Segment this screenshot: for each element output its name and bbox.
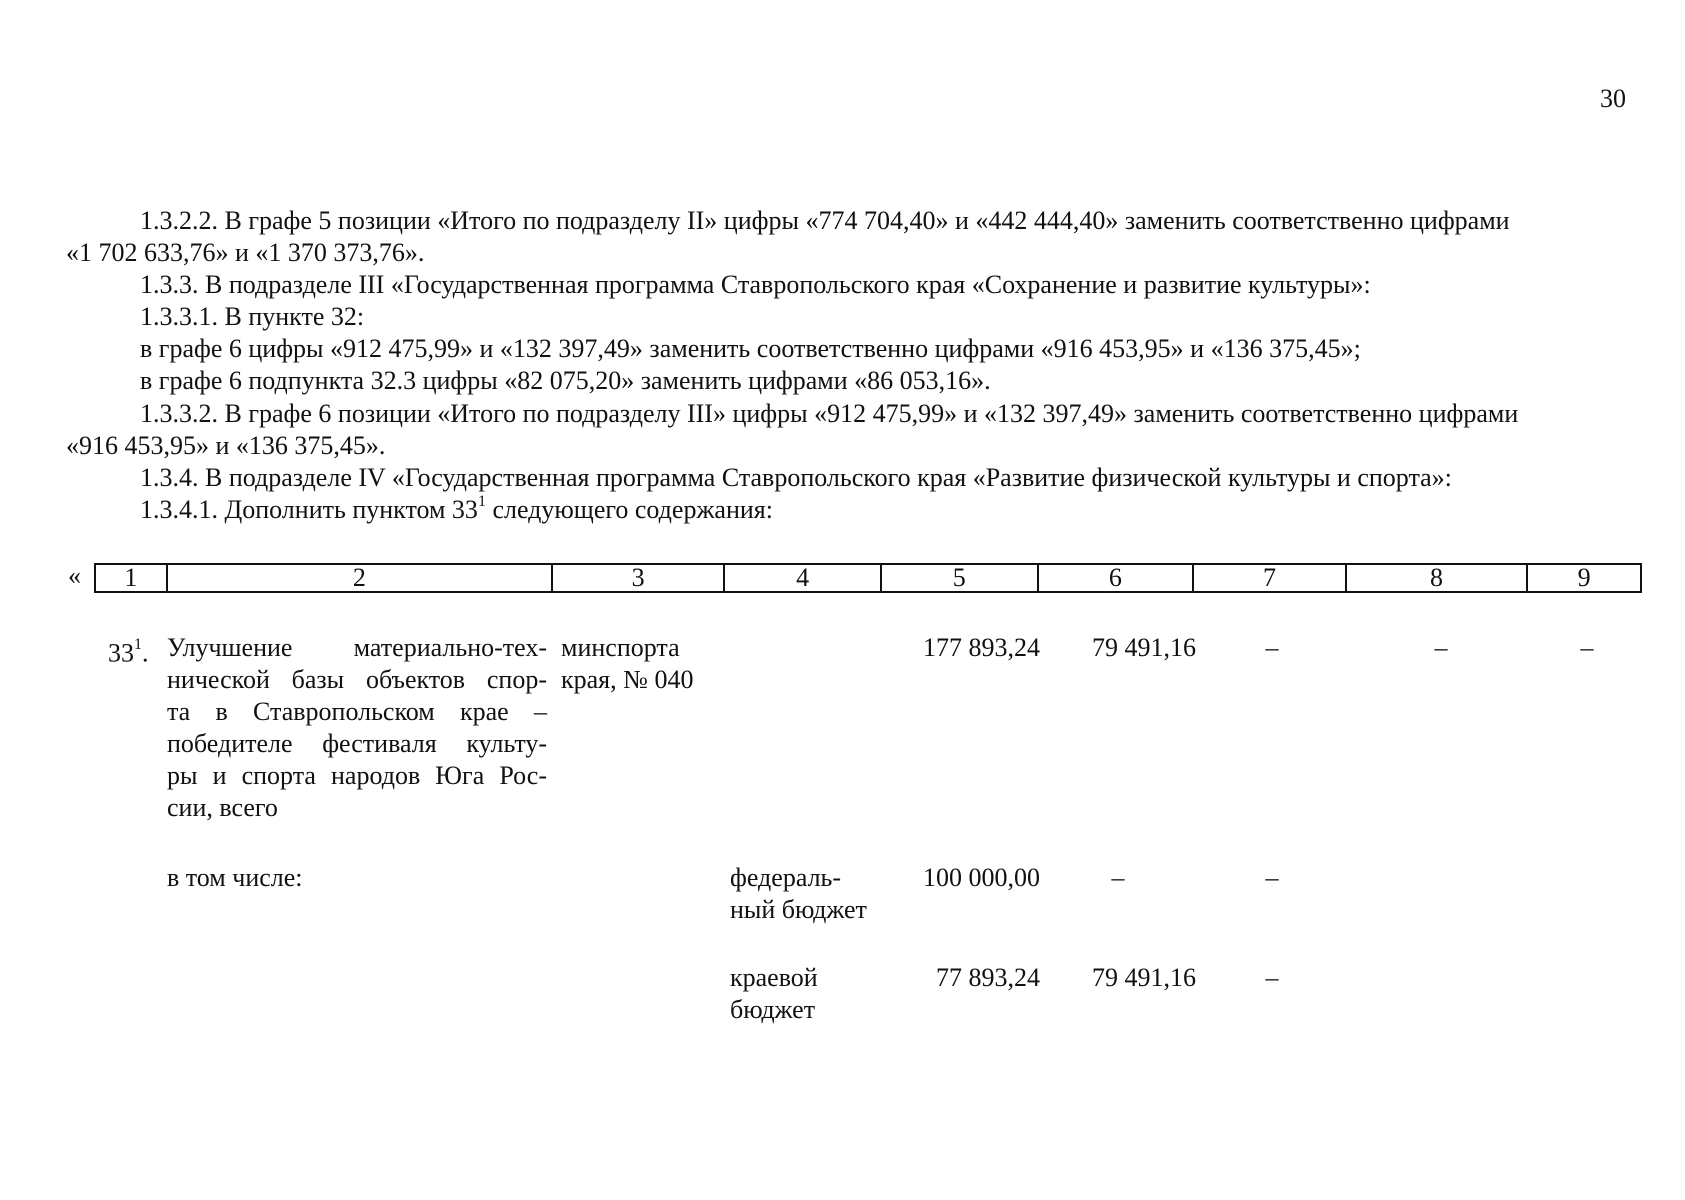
row-description-line-4: победителе фестиваля культу- — [167, 729, 547, 758]
paragraph-5: в графе 6 подпункта 32.3 цифры «82 075,20» заменить цифрами «86 053,16». — [140, 366, 991, 395]
column-header-4: 4 — [725, 565, 882, 591]
column-header-7: 7 — [1194, 565, 1347, 591]
column-header-2: 2 — [168, 565, 553, 591]
column-header-1: 1 — [96, 565, 168, 591]
subrow-regional-col5: 77 893,24 — [936, 963, 1040, 992]
row-col5-value: 177 893,24 — [923, 633, 1040, 662]
subrow-regional-col6: 79 491,16 — [1092, 963, 1196, 992]
subrow-regional-source-line-1: краевой — [730, 963, 818, 992]
paragraph-1-line-1: 1.3.2.2. В графе 5 позиции «Итого по подразделу II» цифры «774 704,40» и «442 444,40» заменить соответственно цифрами — [140, 206, 1510, 235]
row-col8-value: – — [1434, 633, 1448, 662]
column-header-9: 9 — [1577, 563, 1591, 592]
paragraph-8-text-before: 1.3.4.1. Дополнить пунктом 33 — [140, 495, 478, 524]
subrow-federal-col7: – — [1265, 863, 1279, 892]
subrow-federal-col6: – — [1111, 863, 1125, 892]
paragraph-8-superscript: 1 — [477, 493, 486, 511]
paragraph-3: 1.3.3.1. В пункте 32: — [140, 302, 365, 331]
row-item-number-main: 33 — [108, 638, 134, 668]
column-header-6: 6 — [1039, 565, 1195, 591]
row-executor-line-1: минспорта — [561, 633, 680, 662]
row-description-line-2: нической базы объектов спор- — [167, 665, 547, 694]
row-col7-value: – — [1265, 633, 1279, 662]
row-description-line-6: сии, всего — [167, 793, 278, 822]
row-item-number — [108, 632, 149, 670]
row-description-line-3: та в Ставропольском крае – — [167, 697, 547, 726]
subrow-regional-col7: – — [1265, 963, 1279, 992]
row-item-number-superscript: 1 — [134, 636, 142, 653]
row-item-number-suffix: . — [142, 638, 149, 668]
row-description-line-1: Улучшение материально-тех- — [167, 633, 547, 662]
including-label: в том числе: — [167, 863, 303, 892]
row-col6-value: 79 491,16 — [1092, 633, 1196, 662]
subrow-regional-source-line-2: бюджет — [730, 995, 816, 1024]
column-header-row — [94, 563, 1642, 593]
row-executor — [561, 632, 693, 696]
page-number: 30 — [1600, 84, 1626, 113]
row-executor-line-2: края, № 040 — [561, 665, 694, 694]
subrow-federal-col5: 100 000,00 — [923, 863, 1040, 892]
row-description — [167, 632, 547, 824]
subrow-federal-source-line-1: федераль- — [730, 863, 842, 892]
subrow-federal-source — [730, 862, 867, 926]
column-header-3: 3 — [553, 565, 726, 591]
row-description-line-5: ры и спорта народов Юга Рос- — [167, 761, 547, 790]
paragraph-8-text-after: следующего содержания: — [485, 495, 773, 524]
subrow-federal-source-line-2: ный бюджет — [730, 895, 867, 924]
paragraph-6-line-2: «916 453,95» и «136 375,45». — [66, 431, 386, 460]
column-header-5: 5 — [882, 565, 1039, 591]
paragraph-1-line-2: «1 702 633,76» и «1 370 373,76». — [66, 238, 425, 267]
paragraph-7: 1.3.4. В подразделе IV «Государственная программа Ставропольского края «Развитие физической культуры и спорта»: — [140, 463, 1452, 492]
subrow-regional-source — [730, 962, 818, 1026]
paragraph-6-line-1: 1.3.3.2. В графе 6 позиции «Итого по подразделу III» цифры «912 475,99» и «132 397,49» заменить соответственно цифрами — [140, 399, 1519, 428]
table-open-quote: « — [68, 561, 81, 590]
paragraph-8 — [140, 494, 773, 526]
paragraph-2: 1.3.3. В подразделе III «Государственная программа Ставропольского края «Сохранение и развитие культуры»: — [140, 270, 1371, 299]
row-col9-value: – — [1580, 633, 1594, 662]
column-header-8: 8 — [1347, 565, 1529, 591]
paragraph-4: в графе 6 цифры «912 475,99» и «132 397,49» заменить соответственно цифрами «916 453,95» и «136 375,45»; — [140, 334, 1361, 363]
